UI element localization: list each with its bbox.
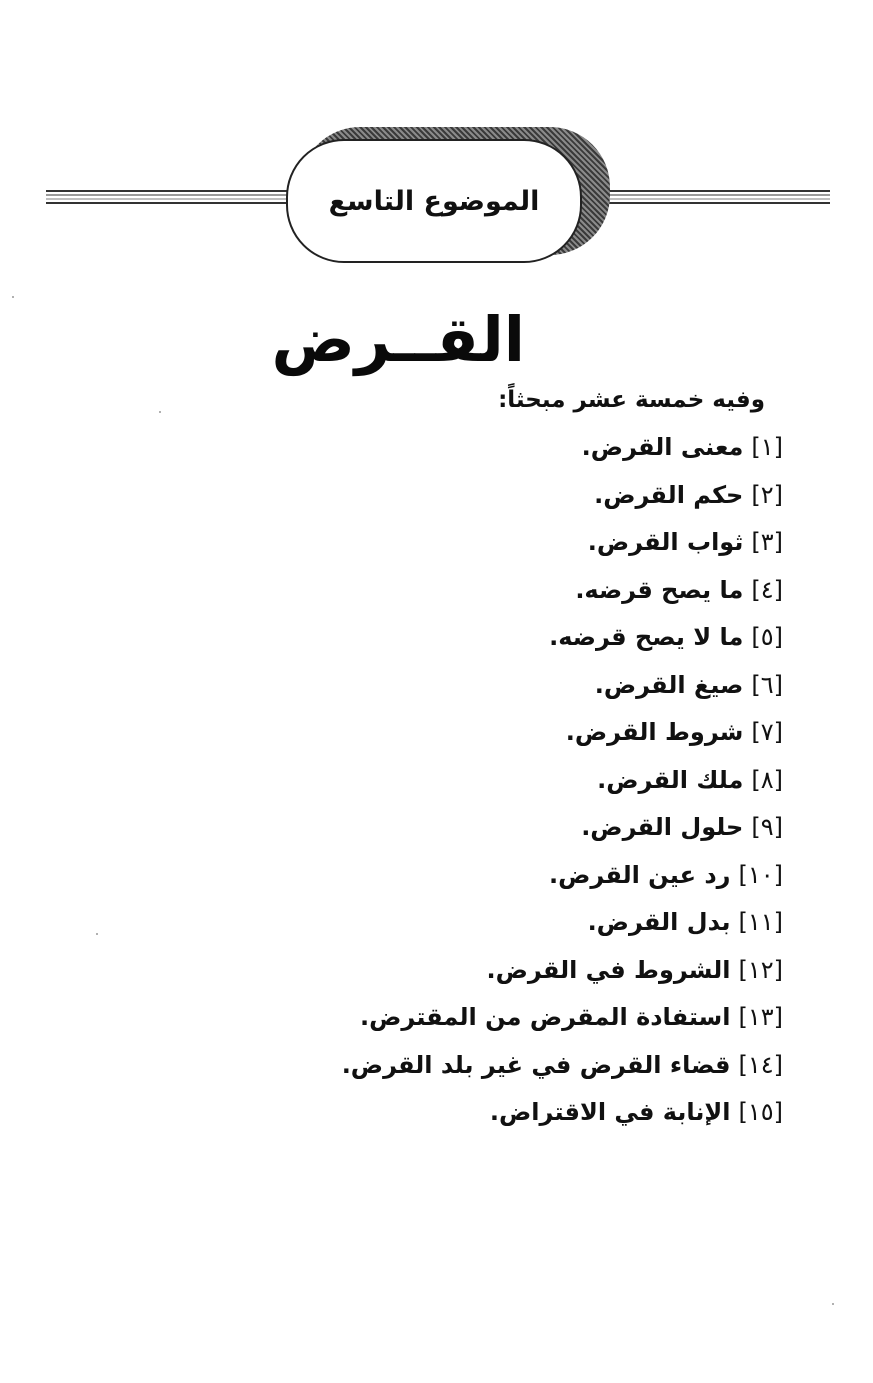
topic-text: رد عين القرض. xyxy=(548,860,731,889)
scan-speck xyxy=(159,411,161,413)
topic-item xyxy=(342,1093,783,1141)
topics-list xyxy=(342,428,783,1141)
topic-item xyxy=(342,428,783,476)
topic-number: [٥] xyxy=(751,623,783,651)
section-badge-frame xyxy=(286,139,582,263)
topic-text: صيغ القرض. xyxy=(594,670,744,699)
topic-item xyxy=(342,903,783,951)
topic-item xyxy=(342,618,783,666)
header-rule-left xyxy=(46,190,292,204)
topic-text: ثواب القرض. xyxy=(587,528,744,556)
topic-number: [٦] xyxy=(751,670,783,699)
topic-number: [٨] xyxy=(751,765,783,794)
topic-number: [١٥] xyxy=(738,1098,783,1126)
topic-item xyxy=(342,1046,783,1094)
topic-number: [١٢] xyxy=(738,955,783,984)
topic-text: الإنابة في الاقتراض. xyxy=(489,1098,731,1126)
topic-number: [١] xyxy=(751,433,783,461)
topic-number: [٧] xyxy=(751,718,783,746)
topic-number: [٣] xyxy=(751,528,783,556)
topic-number: [١٤] xyxy=(738,1050,783,1079)
topic-text: استفادة المقرض من المقترض. xyxy=(360,1003,731,1031)
topic-item xyxy=(342,713,783,761)
topic-text: قضاء القرض في غير بلد القرض. xyxy=(341,1050,731,1079)
topic-text: حكم القرض. xyxy=(594,480,744,509)
topic-number: [١٣] xyxy=(738,1003,783,1031)
topic-text: ما لا يصح قرضه. xyxy=(549,623,744,651)
topic-number: [٢] xyxy=(751,480,783,509)
chapter-title: القــرض xyxy=(271,303,525,376)
topic-text: حلول القرض. xyxy=(581,813,744,841)
topic-text: ما يصح قرضه. xyxy=(575,575,744,604)
topic-number: [٩] xyxy=(751,813,783,841)
scan-speck xyxy=(12,296,14,298)
topic-item xyxy=(342,523,783,571)
topic-text: معنى القرض. xyxy=(581,433,744,461)
scan-speck xyxy=(832,1303,834,1305)
topic-text: ملك القرض. xyxy=(597,765,744,794)
topic-text: بدل القرض. xyxy=(587,908,731,936)
topic-item xyxy=(342,951,783,999)
topic-item xyxy=(342,856,783,904)
section-badge xyxy=(284,127,614,269)
topic-text: شروط القرض. xyxy=(565,718,744,746)
scan-speck xyxy=(96,933,98,935)
topic-item xyxy=(342,998,783,1046)
header-rule-right xyxy=(600,190,830,204)
topic-number: [١٠] xyxy=(738,860,783,889)
section-label: الموضوع التاسع xyxy=(328,185,540,217)
topic-item xyxy=(342,476,783,524)
topic-number: [٤] xyxy=(751,575,783,604)
topic-item xyxy=(342,761,783,809)
topic-item xyxy=(342,666,783,714)
topic-item xyxy=(342,571,783,619)
intro-text: وفيه خمسة عشر مبحثاً: xyxy=(498,387,765,413)
topic-number: [١١] xyxy=(738,908,783,936)
topic-text: الشروط في القرض. xyxy=(486,955,731,984)
topic-item xyxy=(342,808,783,856)
